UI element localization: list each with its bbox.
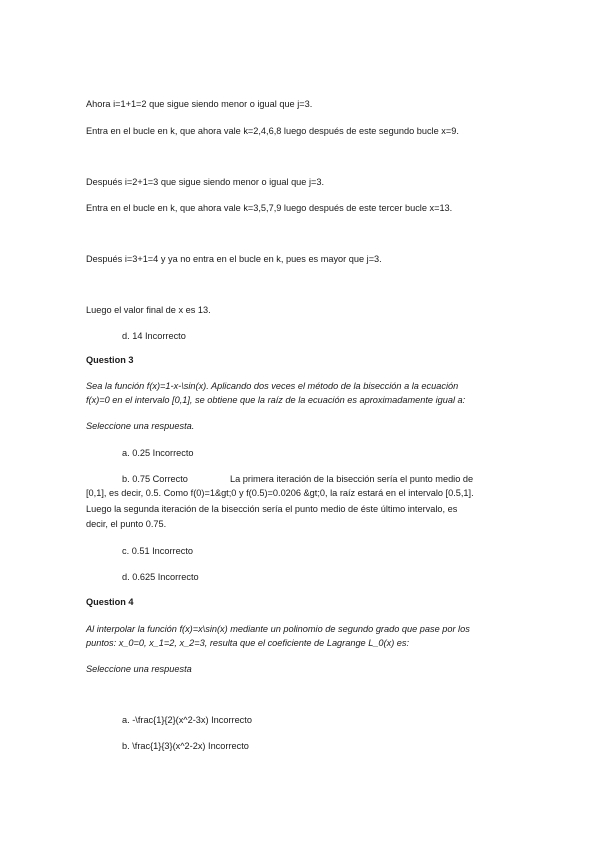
answer-option-a: a. -\frac{1}{2}(x^2-3x) Incorrecto bbox=[122, 715, 252, 725]
answer-option: d. 14 Incorrecto bbox=[122, 331, 186, 341]
explanation-text: La primera iteración de la bisección sería el punto medio de bbox=[230, 474, 474, 484]
text-line: Después i=2+1=3 que sigue siendo menor o igual que j=3. bbox=[86, 177, 325, 187]
question-3-prompt: Seleccione una respuesta. bbox=[86, 421, 195, 431]
answer-option-c: c. 0.51 Incorrecto bbox=[122, 546, 193, 556]
text-line: Después i=3+1=4 y ya no entra en el bucle en k, pues es mayor que j=3. bbox=[86, 254, 382, 264]
question-4-text: puntos: x_0=0, x_1=2, x_2=3, resulta que el coeficiente de Lagrange L_0(x) es: bbox=[86, 638, 410, 648]
question-4-heading: Question 4 bbox=[86, 597, 134, 607]
answer-option-d: d. 0.625 Incorrecto bbox=[122, 572, 199, 582]
answer-option-a: a. 0.25 Incorrecto bbox=[122, 448, 194, 458]
text-line: Entra en el bucle en k, que ahora vale k=3,5,7,9 luego después de este tercer bucle x=13. bbox=[86, 203, 453, 213]
question-3-text: Sea la función f(x)=1-x-\sin(x). Aplicando dos veces el método de la bisección a la ecuación bbox=[86, 381, 459, 391]
explanation-text: [0,1], es decir, 0.5. Como f(0)=1&gt;0 y f(0.5)=0.0206 &gt;0, la raíz estará en el intervalo [0.5,1]. bbox=[86, 488, 474, 498]
explanation-text: decir, el punto 0.75. bbox=[86, 519, 167, 529]
explanation-text: Luego la segunda iteración de la bisección sería el punto medio de éste último intervalo, es bbox=[86, 504, 458, 514]
question-3-heading: Question 3 bbox=[86, 355, 134, 365]
answer-option-b: b. \frac{1}{3}(x^2-2x) Incorrecto bbox=[122, 741, 249, 751]
question-4-text: Al interpolar la función f(x)=x\sin(x) mediante un polinomio de segundo grado que pase por los bbox=[86, 624, 470, 634]
question-4-prompt: Seleccione una respuesta bbox=[86, 664, 192, 674]
text-line: Entra en el bucle en k, que ahora vale k=2,4,6,8 luego después de este segundo bucle x=9. bbox=[86, 126, 459, 136]
answer-option-b: b. 0.75 Correcto bbox=[122, 474, 188, 484]
text-line: Luego el valor final de x es 13. bbox=[86, 305, 211, 315]
question-3-text: f(x)=0 en el intervalo [0,1], se obtiene que la raíz de la ecuación es aproximadamente igual a: bbox=[86, 395, 466, 405]
text-line: Ahora i=1+1=2 que sigue siendo menor o igual que j=3. bbox=[86, 99, 313, 109]
